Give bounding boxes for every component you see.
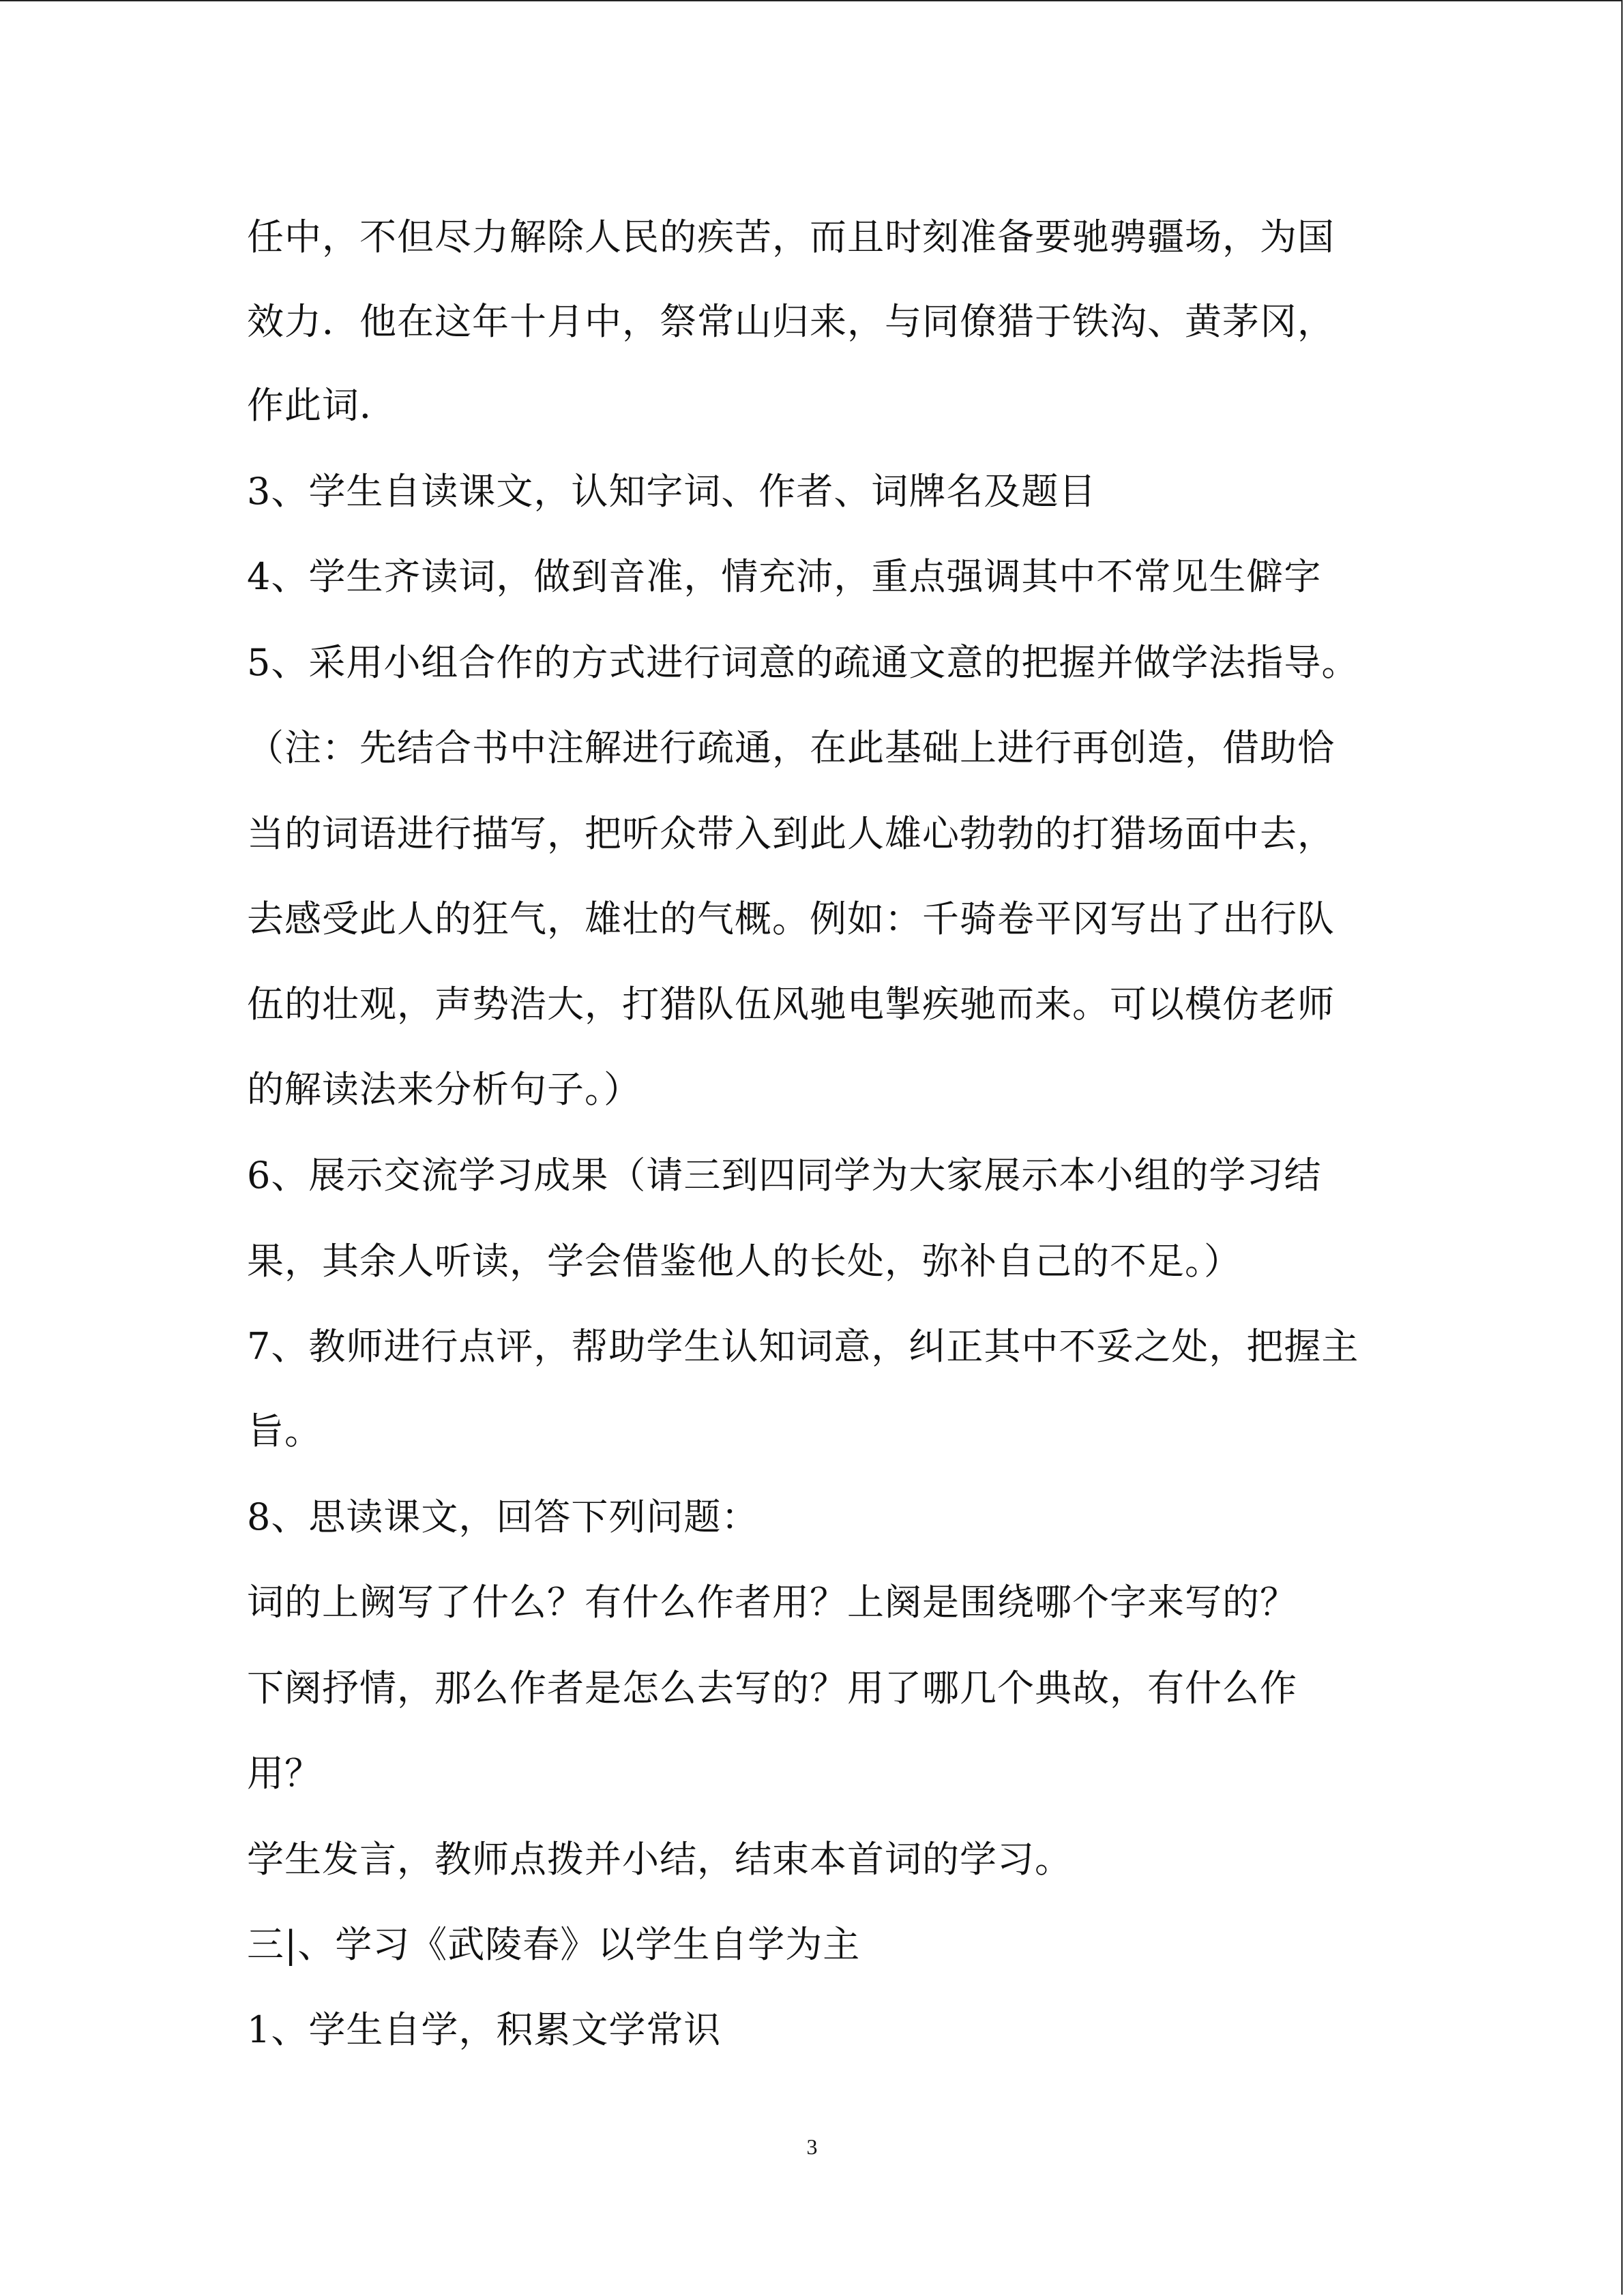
page-number: 3 — [806, 2134, 818, 2159]
text-line: 用？ — [247, 1752, 322, 1795]
text-line: 1、学生自学，积累文学常识 — [247, 2008, 722, 2051]
text-line: 词的上阙写了什么？有什么作者用？上阕是围绕哪个字来写的？ — [247, 1581, 1297, 1624]
text-line: 6、展示交流学习成果（请三到四同学为大家展示本小组的学习结 — [247, 1154, 1322, 1197]
text-line: 伍的壮观，声势浩大，打猎队伍风驰电掣疾驰而来。可以模仿老师 — [247, 983, 1335, 1026]
text-line: 三|、学习《武陵春》以学生自学为主 — [247, 1923, 861, 1966]
text-line: 效力．他在这年十月中，祭常山归来，与同僚猎于铁沟、黄茅冈， — [247, 300, 1335, 343]
text-line: 当的词语进行描写，把听众带入到此人雄心勃勃的打猎场面中去， — [247, 812, 1335, 855]
text-line: 果，其余人听读，学会借鉴他人的长处，弥补自己的不足。） — [247, 1240, 1241, 1283]
text-line: 下阕抒情，那么作者是怎么去写的？用了哪几个典故，有什么作 — [247, 1667, 1297, 1710]
text-line: 学生发言，教师点拨并小结，结束本首词的学习。 — [247, 1838, 1072, 1881]
text-line: 旨。 — [247, 1410, 322, 1452]
text-line: 4、学生齐读词，做到音准，情充沛，重点强调其中不常见生僻字 — [247, 555, 1322, 598]
text-line: 5、采用小组合作的方式进行词意的疏通文意的把握并做学法指导。 — [247, 641, 1359, 684]
text-line: 7、教师进行点评，帮助学生认知词意，纠正其中不妥之处，把握主 — [247, 1325, 1359, 1368]
text-line: 作此词． — [247, 384, 397, 427]
text-line: 3、学生自读课文，认知字词、作者、词牌名及题目 — [247, 470, 1097, 513]
text-line: 去感受此人的狂气，雄壮的气概。例如：千骑卷平冈写出了出行队 — [247, 897, 1335, 940]
text-line: 任中，不但尽力解除人民的疾苦，而且时刻准备要驰骋疆场，为国 — [247, 215, 1335, 258]
text-line: （注：先结合书中注解进行疏通，在此基础上进行再创造，借助恰 — [247, 726, 1335, 769]
text-line: 的解读法来分析句子。） — [247, 1068, 641, 1111]
text-line: 8、思读课文，回答下列问题： — [247, 1495, 759, 1538]
